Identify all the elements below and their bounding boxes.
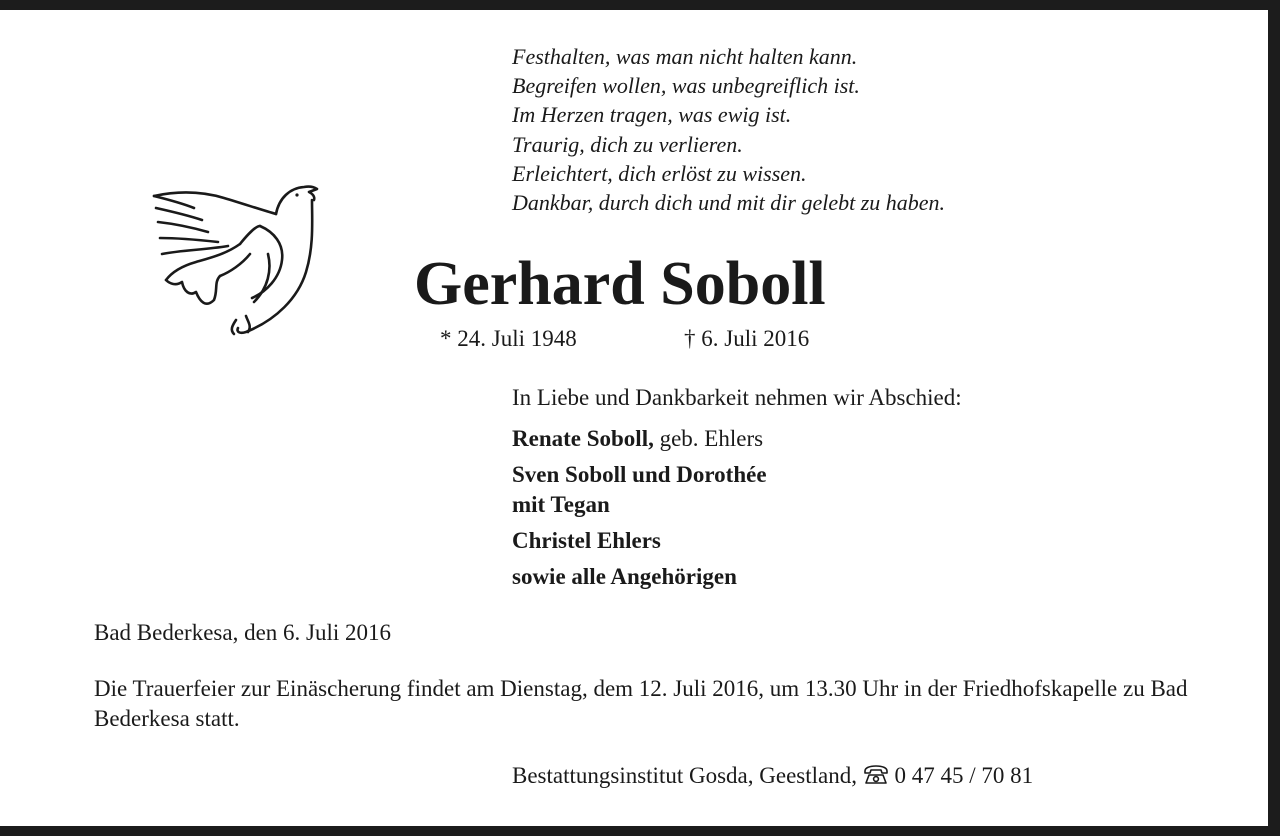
birth-date: * 24. Juli 1948 — [440, 326, 577, 351]
deceased-name: Gerhard Soboll — [414, 250, 826, 318]
mourner-name: Renate Soboll, — [512, 426, 654, 451]
mourner-christel: Christel Ehlers — [512, 528, 661, 553]
ceremony-info: Die Trauerfeier zur Einäscherung findet am Dienstag, dem 12. Juli 2016, um 13.30 Uhr in der Friedhofskapelle zu Bad Bederkesa statt. — [94, 676, 1188, 731]
death-date: † 6. Juli 2016 — [684, 326, 810, 351]
poem — [512, 42, 945, 217]
mourner-sven-child: mit Tegan — [512, 492, 610, 517]
dove-icon — [148, 180, 324, 336]
place-date: Bad Bederkesa, den 6. Juli 2016 — [94, 620, 392, 645]
poem-line: Begreifen wollen, was unbegreiflich ist. — [512, 73, 860, 99]
poem-line: Im Herzen tragen, was ewig ist. — [512, 102, 792, 128]
undertaker-phone: 0 47 45 / 70 81 — [894, 763, 1034, 788]
undertaker-name: Bestattungsinstitut Gosda, Geestland, — [512, 763, 857, 788]
mourner-sven: Sven Soboll und Dorothée — [512, 462, 767, 487]
poem-line: Erleichtert, dich erlöst zu wissen. — [512, 160, 807, 186]
undertaker-line — [512, 761, 1033, 791]
poem-line: Dankbar, durch dich und mit dir gelebt zu haben. — [512, 189, 946, 215]
poem-line: Traurig, dich zu verlieren. — [512, 131, 743, 157]
telephone-icon — [863, 765, 889, 785]
mourner-note: geb. Ehlers — [653, 426, 764, 451]
mourner-renate — [512, 424, 763, 454]
farewell-intro: In Liebe und Dankbarkeit nehmen wir Abschied: — [512, 385, 962, 410]
poem-line: Festhalten, was man nicht halten kann. — [512, 44, 858, 69]
mourner-relatives: sowie alle Angehörigen — [512, 564, 737, 589]
